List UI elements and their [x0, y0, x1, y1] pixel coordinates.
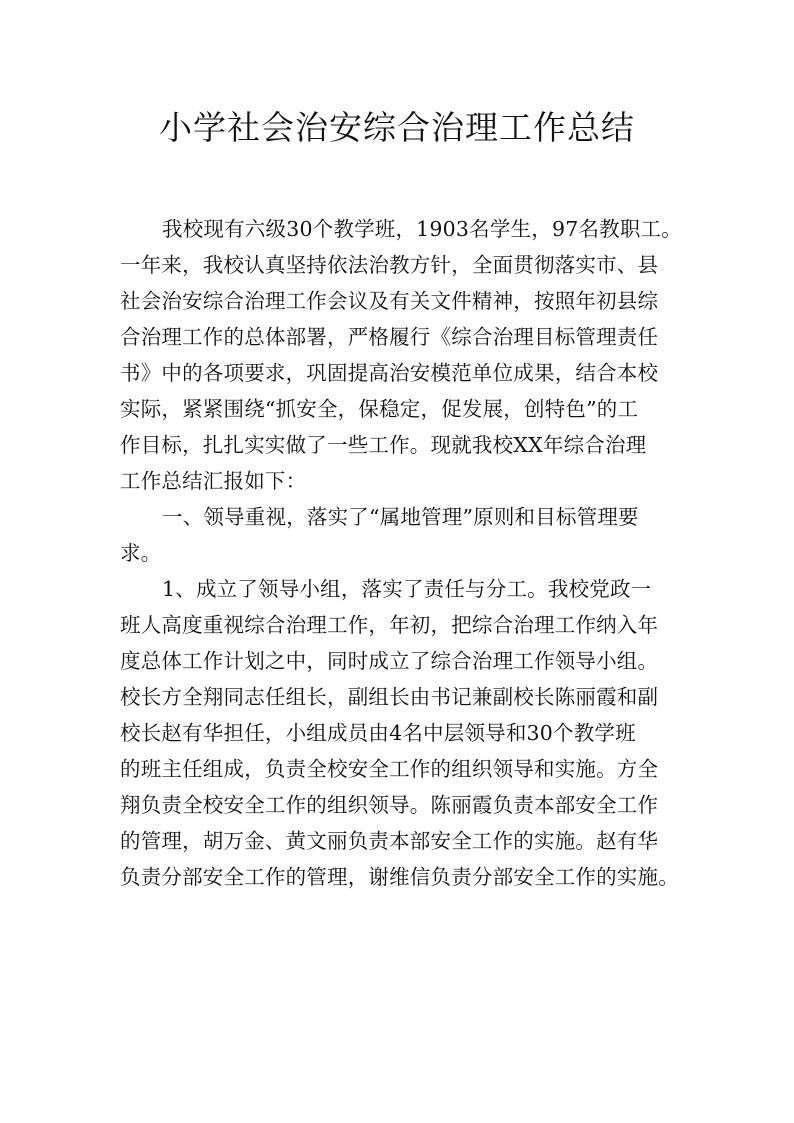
body-line: 书》中的各项要求，巩固提高治安模范单位成果，结合本校 — [120, 361, 659, 385]
body-line: 翔负责全校安全工作的组织领导。陈丽霞负责本部安全工作 — [120, 793, 659, 817]
body-line: 1、成立了领导小组，落实了责任与分工。我校党政一 — [162, 577, 652, 601]
body-line: 校长赵有华担任，小组成员由4名中层领导和30个教学班 — [120, 721, 636, 745]
body-line: 合治理工作的总体部署，严格履行《综合治理目标管理责任 — [120, 325, 659, 349]
body-line: 一年来，我校认真坚持依法治教方针，全面贯彻落实市、县 — [120, 253, 659, 277]
body-line: 的管理，胡万金、黄文丽负责本部安全工作的实施。赵有华 — [120, 829, 659, 853]
body-line: 工作总结汇报如下： — [120, 469, 307, 493]
body-line: 社会治安综合治理工作会议及有关文件精神，按照年初县综 — [120, 289, 659, 313]
section-heading-line: 一、领导重视，落实了“属地管理”原则和目标管理要 — [162, 505, 639, 529]
document-title: 小学社会治安综合治理工作总结 — [159, 108, 635, 147]
body-line: 校长方全翔同志任组长，副组长由书记兼副校长陈丽霞和副 — [120, 685, 659, 709]
body-line: 的班主任组成，负责全校安全工作的组织领导和实施。方全 — [120, 757, 659, 781]
body-line: 度总体工作计划之中，同时成立了综合治理工作领导小组。 — [120, 649, 659, 673]
body-line: 负责分部安全工作的管理，谢维信负责分部安全工作的实施。 — [120, 865, 679, 889]
body-line: 实际，紧紧围绕“抓安全，保稳定，促发展，创特色”的工 — [120, 397, 639, 421]
body-line: 班人高度重视综合治理工作，年初，把综合治理工作纳入年 — [120, 613, 659, 637]
body-line: 作目标，扎扎实实做了一些工作。现就我校XX年综合治理 — [120, 433, 647, 457]
document-body — [120, 211, 682, 895]
section-heading-line: 求。 — [120, 541, 162, 565]
body-line: 我校现有六级30个教学班，1903名学生，97名教职工。 — [162, 217, 682, 241]
